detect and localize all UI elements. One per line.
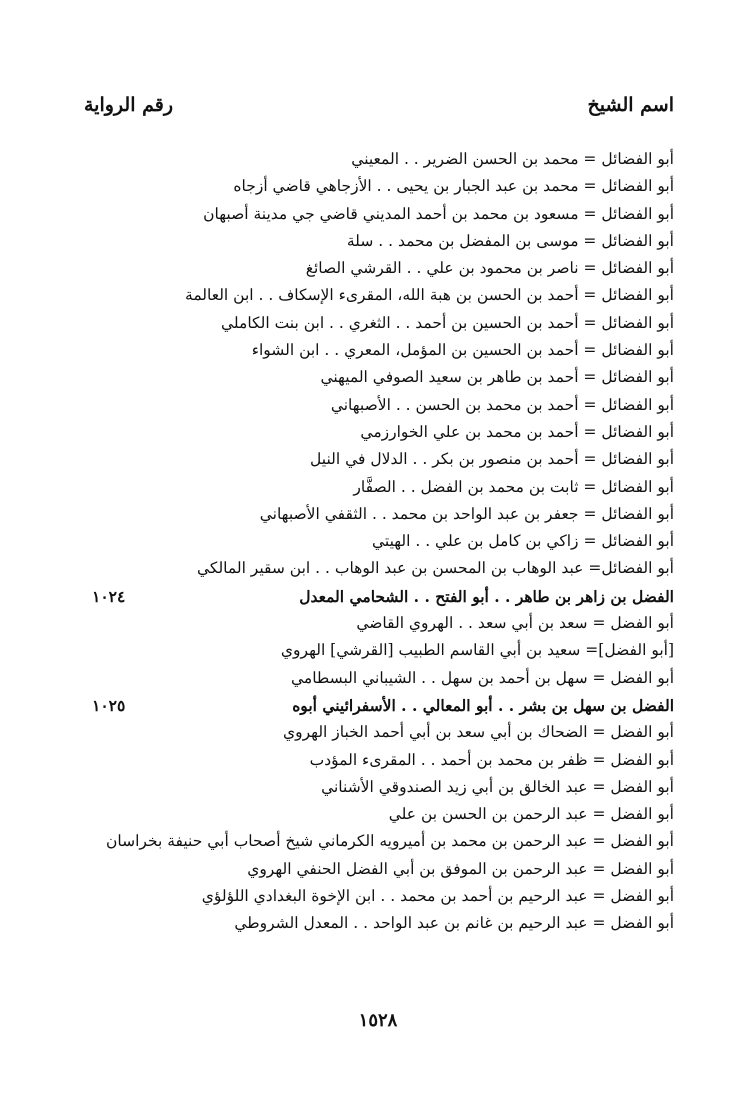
list-item xyxy=(84,255,674,282)
entry-text: أبو الفضائل = محمد بن عبد الجبار بن يحيى . . الأزجاهي قاضي أزجاه xyxy=(233,177,674,196)
list-item xyxy=(84,692,674,719)
column-header xyxy=(84,94,674,124)
entry-text: أبو الفضائل = أحمد بن محمد بن علي الخوارزمي xyxy=(360,422,674,441)
list-item xyxy=(84,146,674,173)
list-item xyxy=(84,201,674,228)
sheikh-name-heading: اسم الشيخ xyxy=(587,94,674,116)
entry-text: أبو الفضل = سهل بن أحمد بن سهل . . الشيباني البسطامي xyxy=(290,668,674,687)
list-item xyxy=(84,474,674,501)
list-item xyxy=(84,364,674,391)
entry-text: أبو الفضل = عبد الرحمن بن محمد بن أميرويه الكرماني شيخ أصحاب أبي حنيفة بخراسان xyxy=(106,832,674,851)
list-item xyxy=(84,337,674,364)
list-item xyxy=(84,310,674,337)
entry-text: أبو الفضائل = أحمد بن طاهر بن سعيد الصوفي الميهني xyxy=(320,368,674,387)
list-item xyxy=(84,774,674,801)
list-item xyxy=(84,583,674,610)
list-item xyxy=(84,719,674,746)
list-item xyxy=(84,282,674,309)
list-item xyxy=(84,419,674,446)
list-item xyxy=(84,173,674,200)
list-item xyxy=(84,228,674,255)
list-item xyxy=(84,801,674,828)
narration-number: ١٠٢٥ xyxy=(92,695,126,715)
entry-text: أبو الفضل = سعد بن أبي سعد . . الهروي القاضي xyxy=(356,614,674,633)
entry-text: أبو الفضائل = أحمد بن منصور بن بكر . . الدلال في النيل xyxy=(310,450,674,469)
list-item xyxy=(84,747,674,774)
list-item xyxy=(84,828,674,855)
entry-text: أبو الفضل = عبد الرحمن بن الحسن بن علي xyxy=(388,805,674,824)
list-item xyxy=(84,446,674,473)
list-item xyxy=(84,392,674,419)
list-item xyxy=(84,528,674,555)
entry-text: أبو الفضائل = محمد بن الحسن الضرير . . المعيني xyxy=(351,150,674,168)
entry-text: أبو الفضائل = مسعود بن محمد بن أحمد المديني قاضي جي مدينة أصبهان xyxy=(203,204,674,223)
entry-text: أبو الفضل = عبد الرحيم بن غانم بن عبد الواحد . . المعدل الشروطي xyxy=(234,914,674,933)
entry-text: أبو الفضائل = أحمد بن الحسن بن هبة الله، المقرىء الإسكاف . . ابن العالمة xyxy=(185,286,674,305)
list-item xyxy=(84,665,674,692)
entries-list xyxy=(84,146,674,938)
entry-text: [أبو الفضل]= سعيد بن أبي القاسم الطبيب [القرشي] الهروي xyxy=(280,641,674,660)
list-item xyxy=(84,501,674,528)
entry-text: أبو الفضل = عبد الرحمن بن الموفق بن أبي الفضل الحنفي الهروي xyxy=(247,859,674,878)
list-item xyxy=(84,883,674,910)
list-item xyxy=(84,637,674,664)
entry-text: أبو الفضائل = ثابت بن محمد بن الفضل . . الصفَّار xyxy=(353,477,674,496)
narration-number: ١٠٢٤ xyxy=(92,586,126,606)
entry-text: أبو الفضائل= عبد الوهاب بن المحسن بن عبد الوهاب . . ابن سقير المالكي xyxy=(196,559,674,578)
page-number: ١٥٢٨ xyxy=(358,1010,398,1031)
entry-text: أبو الفضل = عبد الخالق بن أبي زيد الصندوقي الأشناني xyxy=(321,777,674,796)
entry-text: أبو الفضائل = أحمد بن الحسين بن المؤمل، المعري . . ابن الشواء xyxy=(251,341,674,360)
entry-text: أبو الفضائل = أحمد بن الحسين بن أحمد . . الثغري . . ابن بنت الكاملي xyxy=(220,313,674,332)
entry-text: أبو الفضائل = زاكي بن كامل بن علي . . الهيتي xyxy=(371,532,674,551)
entry-text: أبو الفضائل = ناصر بن محمود بن علي . . القرشي الصائغ xyxy=(305,259,674,278)
entry-text: أبو الفضائل = موسى بن المفضل بن محمد . . سلة xyxy=(346,231,674,250)
entry-text: أبو الفضل = الضحاك بن أبي سعد بن أبي أحمد الخباز الهروي xyxy=(283,723,674,742)
entry-text: أبو الفضل = عبد الرحيم بن أحمد بن محمد . . ابن الإخوة البغدادي اللؤلؤي xyxy=(201,887,674,906)
list-item xyxy=(84,910,674,937)
entry-text: أبو الفضل = ظفر بن محمد بن أحمد . . المقرىء المؤدب xyxy=(309,750,674,769)
entry-text: أبو الفضائل = أحمد بن محمد بن الحسن . . الأصبهاني xyxy=(330,395,674,414)
list-item xyxy=(84,610,674,637)
narration-number-heading: رقم الرواية xyxy=(84,94,173,116)
entry-text: الفضل بن زاهر بن طاهر . . أبو الفتح . . الشحامي المعدل xyxy=(299,586,674,606)
entry-text: أبو الفضائل = جعفر بن عبد الواحد بن محمد . . الثقفي الأصبهاني xyxy=(259,504,674,523)
entry-text: الفضل بن سهل بن بشر . . أبو المعالي . . الأسفرائيني أبوه xyxy=(292,695,674,715)
list-item xyxy=(84,555,674,582)
list-item xyxy=(84,856,674,883)
